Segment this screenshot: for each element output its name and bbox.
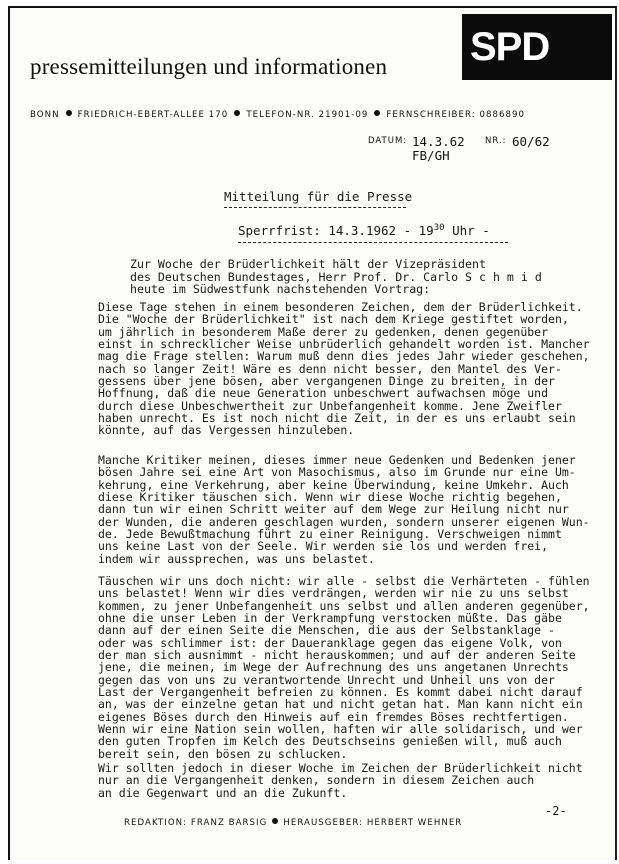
paragraph-1	[98, 301, 608, 437]
text-line: der man sich ausnimmt - nicht herauskommen; und auf der anderen Seite	[98, 648, 576, 663]
text-line: Wenn wir eine Nation sein wollen, haften wir alle solidarisch, und wer	[98, 722, 583, 737]
address-street: FRIEDRICH-EBERT-ALLEE 170	[77, 110, 229, 120]
text-line: Täuschen wir uns doch nicht: wir alle - selbst die Verhärteten - fühlen	[98, 574, 590, 588]
text-line: oder was schlimmer ist: der Daueranklage gegen das eigene Volk, von	[98, 635, 562, 650]
number-label: NR.:	[485, 136, 507, 146]
footer-publisher: HERAUSGEBER: HERBERT WEHNER	[283, 818, 463, 828]
text-line: durch diese Unbeschwertheit zur Unbefangenheit komme. Jene Zweifler	[98, 398, 562, 413]
embargo-unit: Uhr -	[452, 223, 490, 239]
text-line: jene, die meinen, im Wege der Aufrechnung des uns angetanen Unrechts	[98, 660, 569, 675]
address-city: BONN	[30, 110, 60, 120]
embargo-minute: 30	[433, 223, 445, 233]
document-title: Mitteilung für die Presse	[224, 189, 413, 204]
embargo-hour: 19	[418, 223, 434, 239]
text-line: den guten Tropfen im Kelch des Deutschseins genießen will, muß auch	[98, 734, 562, 749]
address-line	[30, 110, 610, 120]
embargo-line	[238, 223, 490, 238]
text-line: bösen Jahre sei eine Art von Masochismus, also im Grunde nur eine Um-	[98, 465, 576, 480]
document-page	[8, 6, 617, 860]
embargo-date: 14.3.1962 -	[328, 223, 412, 239]
text-line: de. Jede Bewußtmachung führt zu einer Reinigung. Verschweigen nimmt	[98, 527, 562, 542]
text-line: Diese Tage stehen in einem besonderen Zeichen, dem der Brüderlichkeit.	[98, 300, 583, 314]
address-phone: TELEFON-NR. 21901-09	[246, 110, 369, 120]
address-telex: FERNSCHREIBER: 0886890	[386, 110, 526, 120]
bullet-icon	[66, 110, 72, 116]
date-label: DATUM:	[368, 136, 408, 146]
bullet-icon	[234, 110, 240, 116]
text-line: uns belastet! Wenn wir dies verdrängen, werden wir nie zu uns selbst	[98, 586, 569, 601]
text-line: diese Kritiker täuschen sich. Wenn wir diese Woche richtig begehen,	[98, 490, 562, 505]
logo-text: SPD	[470, 25, 550, 69]
title-underline	[224, 207, 406, 208]
text-line: bereit sein, den bösen zu schlucken.	[98, 746, 348, 761]
text-line: ohne die unser Leben in der Verkrampfung verstocken müßte. Das gäbe	[98, 611, 562, 626]
footer-editor: REDAKTION: FRANZ BARSIG	[124, 818, 268, 828]
text-line: einst in schrecklicher Weise unbrüderlich gehandelt worden ist. Mancher	[98, 337, 590, 352]
masthead-title: pressemitteilungen und informationen	[30, 54, 388, 79]
spd-logo	[462, 14, 612, 80]
text-line: an, was der einzelne getan hat und nicht getan hat. Man kann nicht ein	[98, 697, 583, 712]
text-line: Wir sollten jedoch in dieser Woche im Zeichen der Brüderlichkeit nicht	[98, 761, 583, 775]
page-marker: -2-	[545, 804, 567, 818]
bullet-icon	[272, 818, 278, 824]
text-line: Manche Kritiker meinen, dieses immer neue Gedenken und Bedenken jener	[98, 453, 576, 467]
embargo-underline	[238, 242, 508, 243]
text-line: uns keine Last von der Seele. Wir werden sie los und werden frei,	[98, 539, 549, 554]
text-line: an die Gegenwart und an die Zukunft.	[98, 785, 348, 800]
text-line: mag die Frage stellen: Warum muß denn dies jedes Jahr wieder geschehen,	[98, 349, 590, 364]
paragraph-4	[98, 762, 608, 799]
text-line: dann tun wir einen Schritt weiter auf dem Wege zur Heilung nicht nur	[98, 502, 569, 517]
paragraph-3	[98, 575, 608, 760]
intro-line: heute im Südwestfunk nachstehenden Vortrag:	[130, 282, 431, 297]
intro-line: Zur Woche der Brüderlichkeit hält der Vizepräsident	[130, 257, 486, 271]
text-line: nur an die Vergangenheit denken, sondern in diesem Zeichen auch	[98, 773, 535, 788]
text-line: indem wir aussprechen, was uns belastet.	[98, 551, 375, 566]
embargo-label: Sperrfrist:	[238, 223, 321, 239]
initials: FB/GH	[412, 148, 450, 163]
text-line: haben unrecht. Es ist noch nicht die Zeit, in der es uns erlaubt sein	[98, 411, 576, 426]
text-line: Last der Vergangenheit befreien zu können. Es kommt dabei nicht darauf	[98, 685, 583, 700]
bullet-icon	[374, 110, 380, 116]
number-value: 60/62	[512, 134, 550, 149]
text-line: gessens über jene bösen, aber vergangenen Dinge zu breiten, in der	[98, 374, 555, 389]
paragraph-2	[98, 454, 608, 565]
text-line: Die "Woche der Brüderlichkeit" ist nach dem Kriege gestiftet worden,	[98, 312, 569, 327]
text-line: kehrung, eine Verkehrung, aber keine Überwindung, keine Umkehr. Auch	[98, 477, 569, 492]
text-line: um jährlich in besonderem Maße derer zu gedenken, denen gegenüber	[98, 324, 549, 339]
text-line: nach so langer Zeit! Wäre es denn nicht besser, den Mantel des Ver-	[98, 361, 562, 376]
intro-line: des Deutschen Bundestages, Herr Prof. Dr. Carlo S c h m i d	[130, 269, 542, 284]
text-line: der Wunden, die anderen geschlagen wurden, sondern unserer eigenen Wun-	[98, 514, 590, 529]
intro-block	[130, 258, 590, 296]
text-line: könnte, auf das Vergessen hinzuleben.	[98, 423, 355, 438]
text-line: eigenes Böses durch den Hinweis auf ein fremdes Böses rechtfertigen.	[98, 709, 569, 724]
date-value: 14.3.62	[412, 134, 465, 149]
text-line: Hoffnung, daß die neue Generation unbeschwert aufwachsen möge und	[98, 386, 549, 401]
footer-line	[124, 818, 604, 828]
text-line: gegen das von uns zu verantwortende Unrecht und Unheil uns von der	[98, 672, 555, 687]
text-line: dann auf der einen Seite die Menschen, die aus der Selbstanklage -	[98, 623, 555, 638]
text-line: kommen, zu jener Unbefangenheit uns selbst und allen anderen gegenüber,	[98, 598, 590, 613]
